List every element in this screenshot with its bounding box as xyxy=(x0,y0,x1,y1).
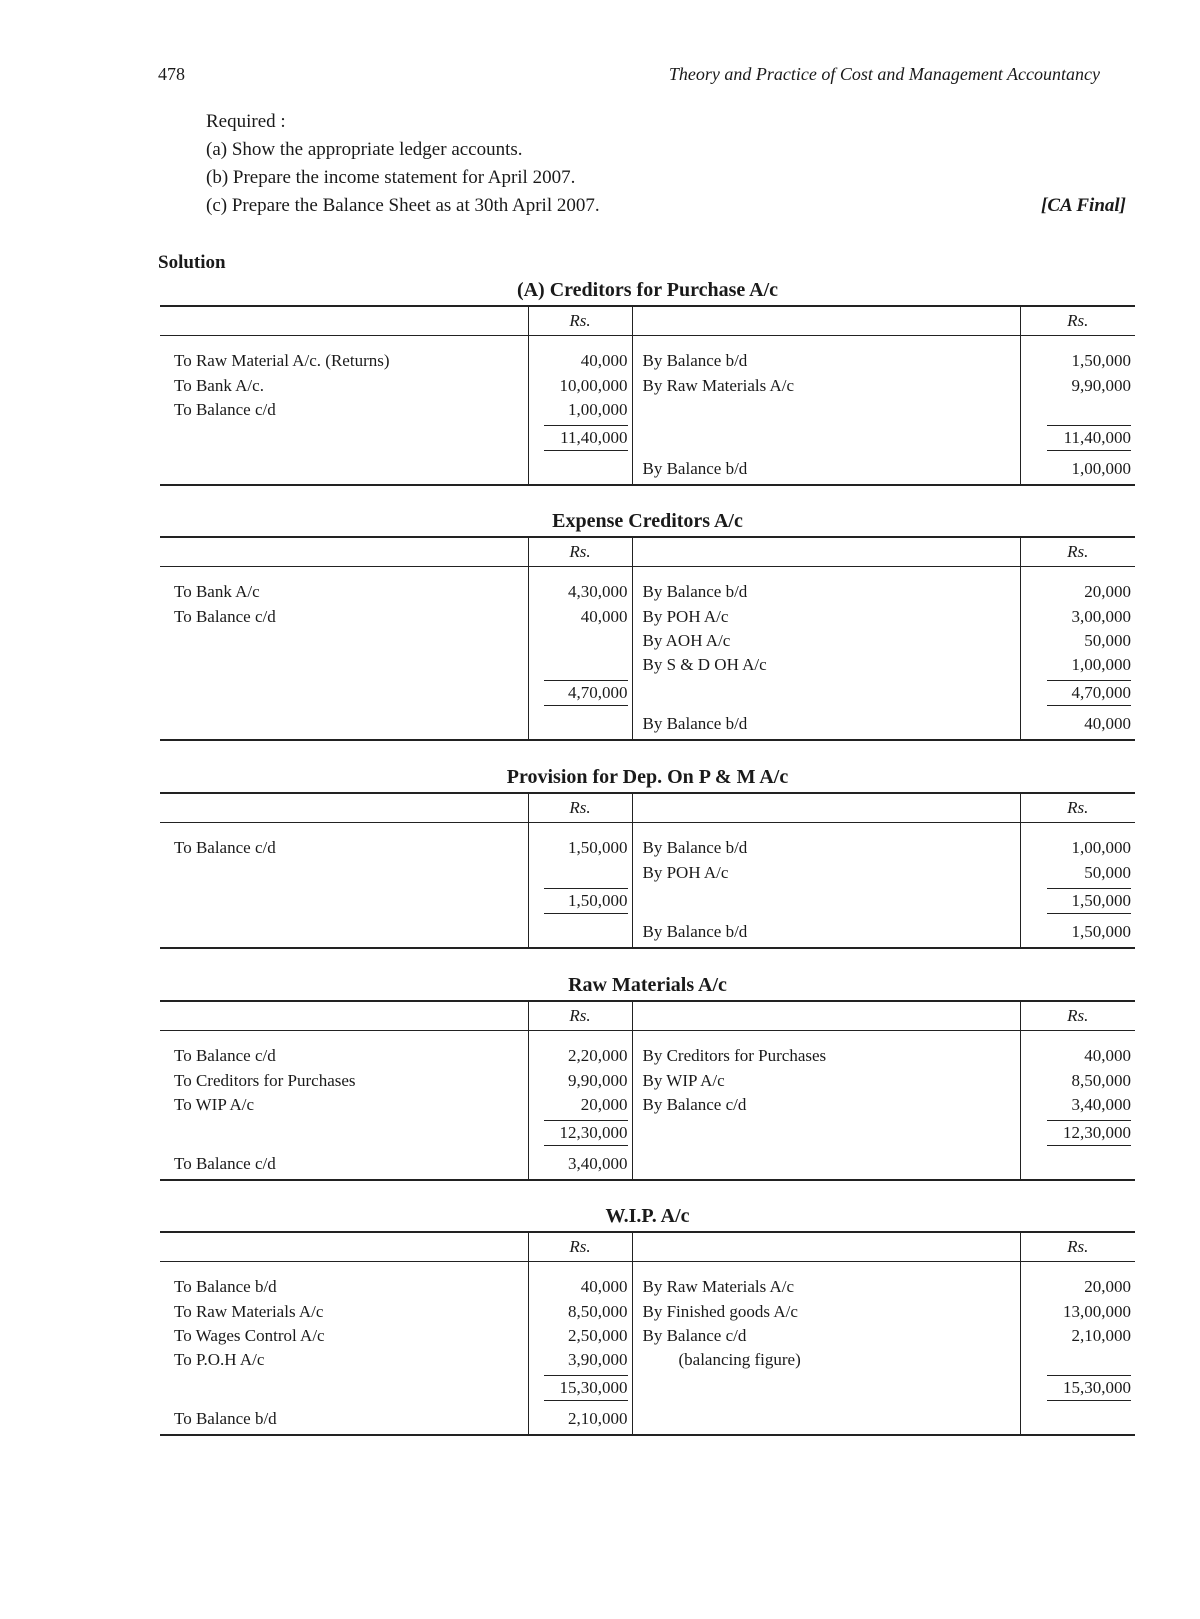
particulars-cell: By Balance b/d xyxy=(642,351,748,370)
particulars-cell: By Balance b/d xyxy=(642,838,748,857)
required-item: (a) Show the appropriate ledger accounts. xyxy=(206,139,523,160)
amount-cell: 40,000 xyxy=(528,1262,632,1301)
particulars-cell: By Balance c/d xyxy=(642,1095,747,1114)
particulars-cell xyxy=(632,398,1020,422)
total-cell xyxy=(160,1117,528,1149)
particulars-header xyxy=(632,537,1020,567)
particulars-header xyxy=(632,793,1020,823)
total-row xyxy=(160,1372,1135,1404)
amount-cell: 50,000 xyxy=(1020,629,1135,653)
particulars-header xyxy=(160,1232,528,1262)
currency-header: Rs. xyxy=(528,1001,632,1031)
currency-header: Rs. xyxy=(1020,1232,1135,1262)
total-row xyxy=(160,885,1135,917)
amount-cell: 40,000 xyxy=(528,605,632,629)
amount-cell: 50,000 xyxy=(1020,861,1135,885)
table-row xyxy=(160,1262,1135,1301)
amount-cell: 1,00,000 xyxy=(528,398,632,422)
particulars-cell xyxy=(160,861,528,885)
particulars-cell: To Balance c/d xyxy=(174,1046,276,1065)
total-cell xyxy=(160,885,528,917)
header-row xyxy=(160,306,1135,336)
total-amount: 1,50,000 xyxy=(544,888,628,914)
total-cell xyxy=(632,677,1020,709)
total-cell xyxy=(1020,422,1135,454)
total-cell xyxy=(632,1372,1020,1404)
ledger-account xyxy=(160,1201,1135,1436)
ledger-account xyxy=(160,762,1135,949)
amount-cell xyxy=(1020,1404,1135,1435)
total-amount: 15,30,000 xyxy=(544,1375,628,1401)
account-title: Raw Materials A/c xyxy=(568,974,727,996)
amount-cell: 8,50,000 xyxy=(1020,1069,1135,1093)
total-cell xyxy=(1020,1372,1135,1404)
particulars-header xyxy=(632,1001,1020,1031)
amount-cell xyxy=(528,629,632,653)
particulars-cell: To Balance b/d xyxy=(174,1409,277,1428)
total-cell xyxy=(632,422,1020,454)
total-cell xyxy=(632,1117,1020,1149)
table-row xyxy=(160,653,1135,677)
particulars-cell: To Balance c/d xyxy=(174,1154,276,1173)
required-item-with-tag xyxy=(206,192,1126,220)
particulars-cell: To Balance c/d xyxy=(174,400,276,419)
total-cell xyxy=(528,422,632,454)
particulars-cell: To Raw Material A/c. (Returns) xyxy=(174,351,390,370)
required-heading: Required : xyxy=(206,111,286,132)
particulars-header xyxy=(160,537,528,567)
particulars-cell: To Balance c/d xyxy=(174,838,276,857)
particulars-cell: To Bank A/c. xyxy=(174,376,264,395)
amount-cell: 2,10,000 xyxy=(1020,1324,1135,1348)
total-amount: 12,30,000 xyxy=(544,1120,628,1146)
particulars-cell xyxy=(160,917,528,948)
amount-cell: 2,10,000 xyxy=(528,1404,632,1435)
particulars-cell: To Balance c/d xyxy=(174,607,276,626)
required-item: (c) Prepare the Balance Sheet as at 30th April 2007. xyxy=(206,195,600,216)
particulars-cell: To P.O.H A/c xyxy=(174,1350,265,1369)
total-cell xyxy=(160,1372,528,1404)
required-section xyxy=(206,108,1126,220)
total-cell xyxy=(1020,677,1135,709)
amount-cell xyxy=(528,917,632,948)
amount-cell: 3,90,000 xyxy=(528,1348,632,1372)
particulars-cell: To Bank A/c xyxy=(174,582,260,601)
solution-label: Solution xyxy=(158,252,226,273)
total-amount: 11,40,000 xyxy=(1047,425,1131,451)
table-row xyxy=(160,454,1135,485)
particulars-cell: By Balance b/d xyxy=(642,714,748,733)
particulars-cell: By Balance b/d xyxy=(642,459,748,478)
total-amount: 11,40,000 xyxy=(544,425,628,451)
total-cell xyxy=(160,677,528,709)
currency-header: Rs. xyxy=(528,1232,632,1262)
amount-cell xyxy=(1020,1149,1135,1180)
particulars-cell xyxy=(160,454,528,485)
particulars-cell: By POH A/c xyxy=(642,863,729,882)
table-row xyxy=(160,567,1135,606)
table-row xyxy=(160,336,1135,375)
particulars-cell: To Raw Materials A/c xyxy=(174,1302,324,1321)
table-row xyxy=(160,861,1135,885)
total-cell xyxy=(160,422,528,454)
total-amount: 1,50,000 xyxy=(1047,888,1131,914)
particulars-cell: By Creditors for Purchases xyxy=(642,1046,827,1065)
table-row xyxy=(160,398,1135,422)
currency-header: Rs. xyxy=(528,306,632,336)
total-cell xyxy=(1020,1117,1135,1149)
amount-cell: 13,00,000 xyxy=(1020,1300,1135,1324)
required-item: (b) Prepare the income statement for April 2007. xyxy=(206,167,576,188)
table-row xyxy=(160,1404,1135,1435)
particulars-cell: By Balance c/d xyxy=(642,1326,747,1345)
page-number: 478 xyxy=(158,64,185,84)
amount-cell: 1,00,000 xyxy=(1020,653,1135,677)
currency-header: Rs. xyxy=(528,793,632,823)
table-row xyxy=(160,709,1135,740)
table-row xyxy=(160,629,1135,653)
amount-cell xyxy=(528,653,632,677)
particulars-header xyxy=(160,306,528,336)
ledger-account xyxy=(160,275,1135,486)
table-row xyxy=(160,1093,1135,1117)
amount-cell: 9,90,000 xyxy=(1020,374,1135,398)
particulars-cell: To Creditors for Purchases xyxy=(174,1071,356,1090)
table-row xyxy=(160,1300,1135,1324)
currency-header: Rs. xyxy=(1020,793,1135,823)
particulars-cell: By Balance b/d xyxy=(642,922,748,941)
particulars-header xyxy=(632,1232,1020,1262)
header-row xyxy=(160,537,1135,567)
header-row xyxy=(160,1001,1135,1031)
table-row xyxy=(160,1324,1135,1348)
ledger-table xyxy=(160,305,1135,486)
table-row xyxy=(160,605,1135,629)
particulars-cell: To WIP A/c xyxy=(174,1095,255,1114)
particulars-cell: By Finished goods A/c xyxy=(642,1302,798,1321)
total-amount: 15,30,000 xyxy=(1047,1375,1131,1401)
table-row xyxy=(160,917,1135,948)
particulars-cell: By Balance b/d xyxy=(642,582,748,601)
particulars-cell xyxy=(160,653,528,677)
table-row xyxy=(160,1031,1135,1070)
amount-cell: 1,50,000 xyxy=(528,823,632,862)
amount-cell: 8,50,000 xyxy=(528,1300,632,1324)
amount-cell: 9,90,000 xyxy=(528,1069,632,1093)
currency-header: Rs. xyxy=(1020,1001,1135,1031)
total-row xyxy=(160,422,1135,454)
table-row xyxy=(160,1348,1135,1372)
total-cell xyxy=(528,885,632,917)
amount-cell: 40,000 xyxy=(1020,1031,1135,1070)
amount-cell: 1,00,000 xyxy=(1020,454,1135,485)
table-row xyxy=(160,1069,1135,1093)
particulars-cell: By Raw Materials A/c xyxy=(642,1277,795,1296)
total-cell xyxy=(528,1117,632,1149)
particulars-cell xyxy=(160,709,528,740)
amount-cell: 20,000 xyxy=(528,1093,632,1117)
currency-header: Rs. xyxy=(1020,306,1135,336)
amount-cell: 1,00,000 xyxy=(1020,823,1135,862)
amount-cell: 40,000 xyxy=(528,336,632,375)
amount-cell xyxy=(1020,398,1135,422)
ledger-account xyxy=(160,970,1135,1181)
table-row xyxy=(160,1149,1135,1180)
amount-cell: 4,30,000 xyxy=(528,567,632,606)
total-cell xyxy=(528,1372,632,1404)
amount-cell xyxy=(1020,1348,1135,1372)
particulars-cell: By POH A/c xyxy=(642,607,729,626)
account-title: (A) Creditors for Purchase A/c xyxy=(516,279,779,301)
total-amount: 12,30,000 xyxy=(1047,1120,1131,1146)
total-amount: 4,70,000 xyxy=(1047,680,1131,706)
particulars-cell: By S & D OH A/c xyxy=(642,655,767,674)
ledger-table xyxy=(160,536,1135,741)
ledger-table xyxy=(160,1000,1135,1181)
particulars-header xyxy=(160,793,528,823)
running-title: Theory and Practice of Cost and Management Accountancy xyxy=(668,64,1100,84)
ledger-table xyxy=(160,792,1135,949)
header-row xyxy=(160,1232,1135,1262)
particulars-cell xyxy=(632,1149,1020,1180)
amount-cell: 3,00,000 xyxy=(1020,605,1135,629)
header-row xyxy=(160,793,1135,823)
table-row xyxy=(160,374,1135,398)
particulars-cell xyxy=(632,1404,1020,1435)
amount-cell xyxy=(528,454,632,485)
total-cell xyxy=(1020,885,1135,917)
total-cell xyxy=(632,885,1020,917)
account-title: Expense Creditors A/c xyxy=(552,510,743,532)
ledger-table xyxy=(160,1231,1135,1436)
amount-cell: 1,50,000 xyxy=(1020,917,1135,948)
total-row xyxy=(160,677,1135,709)
total-row xyxy=(160,1117,1135,1149)
currency-header: Rs. xyxy=(1020,537,1135,567)
currency-header: Rs. xyxy=(528,537,632,567)
amount-cell: 20,000 xyxy=(1020,1262,1135,1301)
particulars-cell: By AOH A/c xyxy=(642,631,731,650)
amount-cell xyxy=(528,861,632,885)
table-row xyxy=(160,823,1135,862)
amount-cell: 20,000 xyxy=(1020,567,1135,606)
amount-cell: 2,20,000 xyxy=(528,1031,632,1070)
amount-cell xyxy=(528,709,632,740)
particulars-cell: To Wages Control A/c xyxy=(174,1326,325,1345)
amount-cell: 40,000 xyxy=(1020,709,1135,740)
amount-cell: 10,00,000 xyxy=(528,374,632,398)
amount-cell: 2,50,000 xyxy=(528,1324,632,1348)
total-amount: 4,70,000 xyxy=(544,680,628,706)
account-title: W.I.P. A/c xyxy=(605,1205,690,1227)
amount-cell: 3,40,000 xyxy=(528,1149,632,1180)
particulars-cell: By Raw Materials A/c xyxy=(642,376,795,395)
source-tag: [CA Final] xyxy=(1041,195,1126,216)
particulars-header xyxy=(632,306,1020,336)
amount-cell: 1,50,000 xyxy=(1020,336,1135,375)
particulars-cell: (balancing figure) xyxy=(678,1350,801,1369)
account-title: Provision for Dep. On P & M A/c xyxy=(506,766,789,788)
ledger-account xyxy=(160,506,1135,741)
particulars-cell xyxy=(160,629,528,653)
total-cell xyxy=(528,677,632,709)
amount-cell: 3,40,000 xyxy=(1020,1093,1135,1117)
particulars-header xyxy=(160,1001,528,1031)
particulars-cell: To Balance b/d xyxy=(174,1277,277,1296)
particulars-cell: By WIP A/c xyxy=(642,1071,725,1090)
